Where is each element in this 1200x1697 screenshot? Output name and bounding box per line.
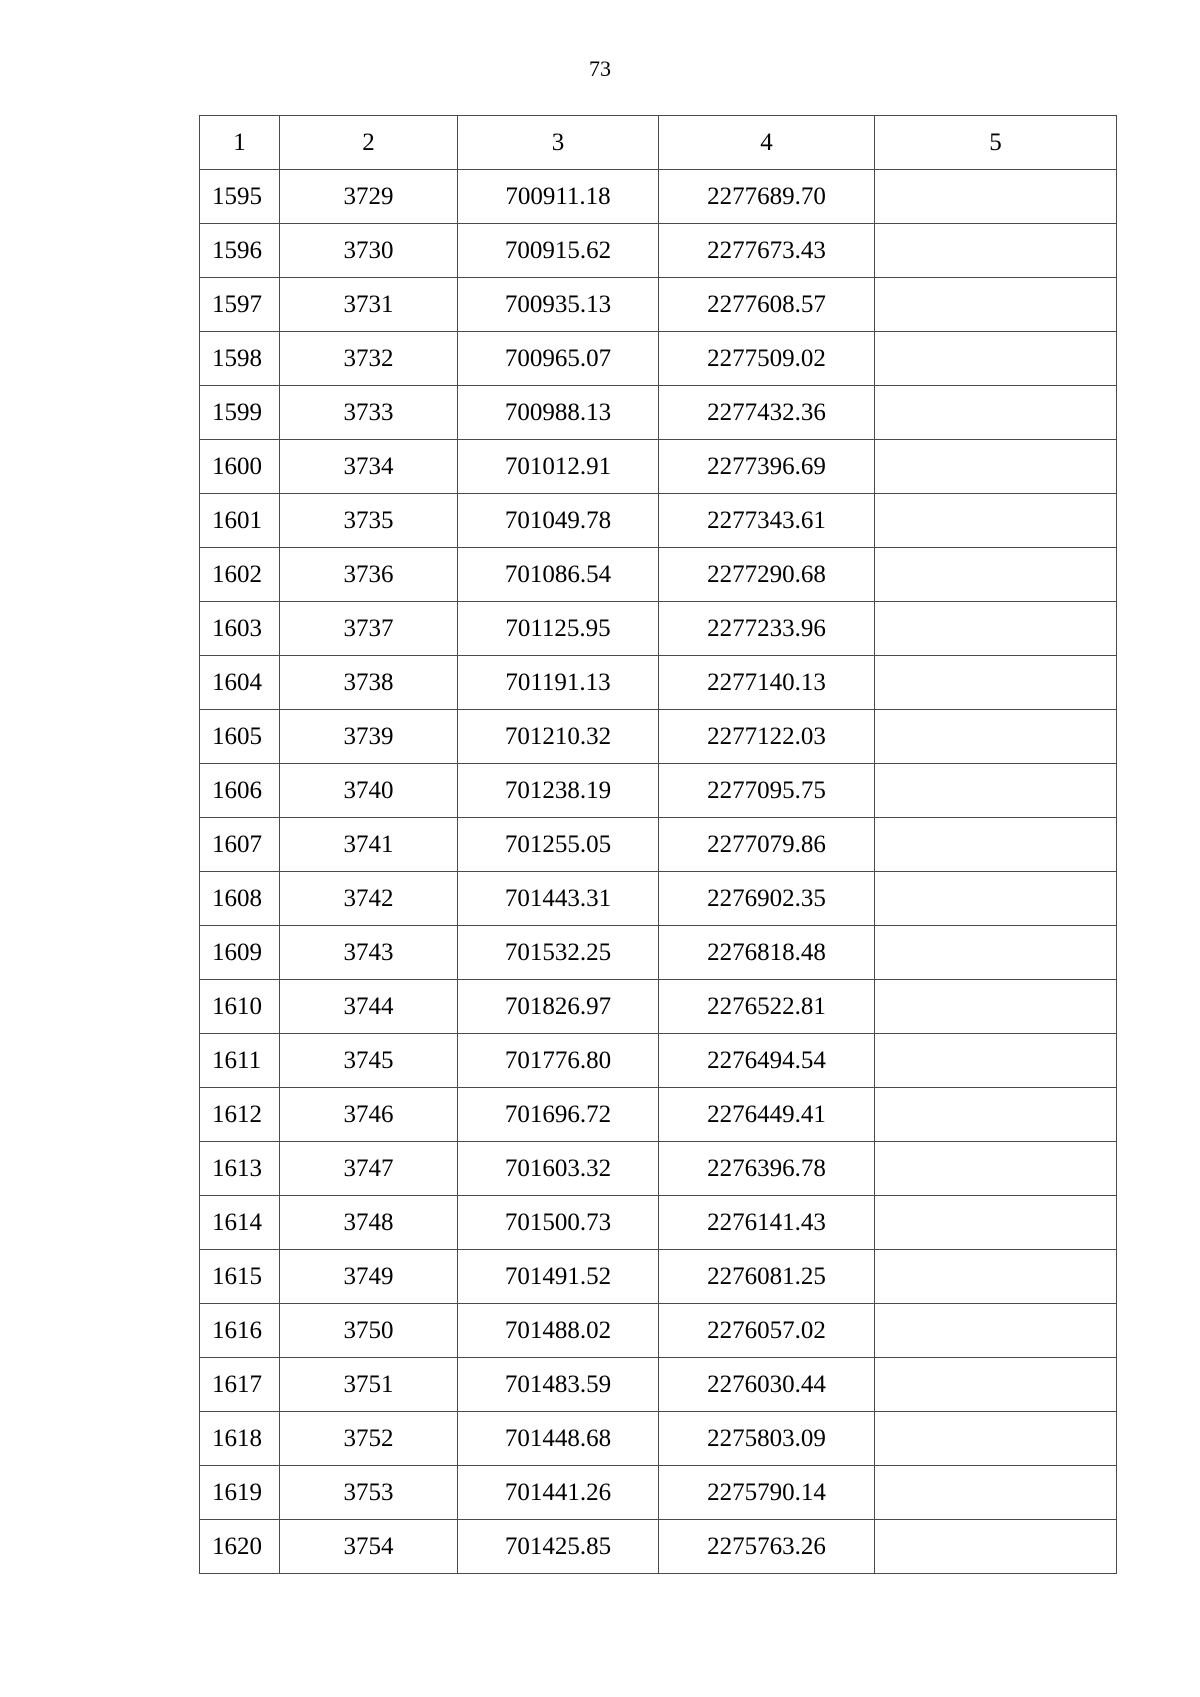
coordinates-table-body <box>200 116 1117 1574</box>
y-coordinate-cell: 2276141.43 <box>659 1196 875 1250</box>
note-cell <box>875 656 1117 710</box>
row-number-cell: 1603 <box>200 602 280 656</box>
row-number-cell: 1598 <box>200 332 280 386</box>
point-number-cell: 3743 <box>280 926 458 980</box>
y-coordinate-cell: 2275790.14 <box>659 1466 875 1520</box>
row-number-cell: 1601 <box>200 494 280 548</box>
point-number-cell: 3737 <box>280 602 458 656</box>
y-coordinate-cell: 2276057.02 <box>659 1304 875 1358</box>
y-coordinate-cell: 2276396.78 <box>659 1142 875 1196</box>
x-coordinate-cell: 701500.73 <box>458 1196 659 1250</box>
note-cell <box>875 1466 1117 1520</box>
x-coordinate-cell: 701488.02 <box>458 1304 659 1358</box>
x-coordinate-cell: 701255.05 <box>458 818 659 872</box>
note-cell <box>875 926 1117 980</box>
point-number-cell: 3753 <box>280 1466 458 1520</box>
y-coordinate-cell: 2277509.02 <box>659 332 875 386</box>
point-number-cell: 3744 <box>280 980 458 1034</box>
table-row <box>200 602 1117 656</box>
note-cell <box>875 1412 1117 1466</box>
table-row <box>200 1034 1117 1088</box>
row-number-cell: 1600 <box>200 440 280 494</box>
row-number-cell: 1596 <box>200 224 280 278</box>
x-coordinate-cell: 701125.95 <box>458 602 659 656</box>
y-coordinate-cell: 2276494.54 <box>659 1034 875 1088</box>
x-coordinate-cell: 700911.18 <box>458 170 659 224</box>
y-coordinate-cell: 2276030.44 <box>659 1358 875 1412</box>
row-number-cell: 1607 <box>200 818 280 872</box>
x-coordinate-cell: 701532.25 <box>458 926 659 980</box>
y-coordinate-cell: 2275803.09 <box>659 1412 875 1466</box>
row-number-cell: 1611 <box>200 1034 280 1088</box>
note-cell <box>875 710 1117 764</box>
point-number-cell: 3741 <box>280 818 458 872</box>
header-cell-2: 2 <box>280 116 458 170</box>
point-number-cell: 3742 <box>280 872 458 926</box>
y-coordinate-cell: 2276902.35 <box>659 872 875 926</box>
table-row <box>200 494 1117 548</box>
note-cell <box>875 494 1117 548</box>
point-number-cell: 3730 <box>280 224 458 278</box>
table-row <box>200 386 1117 440</box>
point-number-cell: 3733 <box>280 386 458 440</box>
table-row <box>200 170 1117 224</box>
y-coordinate-cell: 2276449.41 <box>659 1088 875 1142</box>
table-row <box>200 278 1117 332</box>
row-number-cell: 1602 <box>200 548 280 602</box>
note-cell <box>875 1358 1117 1412</box>
y-coordinate-cell: 2277140.13 <box>659 656 875 710</box>
note-cell <box>875 764 1117 818</box>
y-coordinate-cell: 2277095.75 <box>659 764 875 818</box>
note-cell <box>875 1250 1117 1304</box>
note-cell <box>875 602 1117 656</box>
y-coordinate-cell: 2277689.70 <box>659 170 875 224</box>
table-row <box>200 1358 1117 1412</box>
x-coordinate-cell: 701826.97 <box>458 980 659 1034</box>
note-cell <box>875 1034 1117 1088</box>
table-row <box>200 656 1117 710</box>
row-number-cell: 1595 <box>200 170 280 224</box>
x-coordinate-cell: 701448.68 <box>458 1412 659 1466</box>
table-row <box>200 818 1117 872</box>
x-coordinate-cell: 701443.31 <box>458 872 659 926</box>
y-coordinate-cell: 2276818.48 <box>659 926 875 980</box>
point-number-cell: 3745 <box>280 1034 458 1088</box>
row-number-cell: 1613 <box>200 1142 280 1196</box>
table-row <box>200 710 1117 764</box>
note-cell <box>875 1520 1117 1574</box>
x-coordinate-cell: 700965.07 <box>458 332 659 386</box>
point-number-cell: 3740 <box>280 764 458 818</box>
note-cell <box>875 980 1117 1034</box>
note-cell <box>875 386 1117 440</box>
row-number-cell: 1610 <box>200 980 280 1034</box>
row-number-cell: 1597 <box>200 278 280 332</box>
y-coordinate-cell: 2277396.69 <box>659 440 875 494</box>
table-row <box>200 224 1117 278</box>
row-number-cell: 1620 <box>200 1520 280 1574</box>
note-cell <box>875 548 1117 602</box>
x-coordinate-cell: 701491.52 <box>458 1250 659 1304</box>
header-cell-5: 5 <box>875 116 1117 170</box>
point-number-cell: 3749 <box>280 1250 458 1304</box>
table-row <box>200 1466 1117 1520</box>
table-row <box>200 1142 1117 1196</box>
y-coordinate-cell: 2276081.25 <box>659 1250 875 1304</box>
table-row <box>200 1412 1117 1466</box>
table-header-row <box>200 116 1117 170</box>
y-coordinate-cell: 2277432.36 <box>659 386 875 440</box>
point-number-cell: 3751 <box>280 1358 458 1412</box>
table-row <box>200 926 1117 980</box>
note-cell <box>875 818 1117 872</box>
row-number-cell: 1614 <box>200 1196 280 1250</box>
point-number-cell: 3736 <box>280 548 458 602</box>
point-number-cell: 3739 <box>280 710 458 764</box>
note-cell <box>875 1142 1117 1196</box>
row-number-cell: 1616 <box>200 1304 280 1358</box>
row-number-cell: 1608 <box>200 872 280 926</box>
x-coordinate-cell: 701086.54 <box>458 548 659 602</box>
row-number-cell: 1619 <box>200 1466 280 1520</box>
row-number-cell: 1609 <box>200 926 280 980</box>
row-number-cell: 1615 <box>200 1250 280 1304</box>
note-cell <box>875 170 1117 224</box>
point-number-cell: 3738 <box>280 656 458 710</box>
point-number-cell: 3729 <box>280 170 458 224</box>
row-number-cell: 1617 <box>200 1358 280 1412</box>
y-coordinate-cell: 2276522.81 <box>659 980 875 1034</box>
y-coordinate-cell: 2277608.57 <box>659 278 875 332</box>
y-coordinate-cell: 2277673.43 <box>659 224 875 278</box>
note-cell <box>875 224 1117 278</box>
table-row <box>200 1250 1117 1304</box>
table-row <box>200 1196 1117 1250</box>
y-coordinate-cell: 2277122.03 <box>659 710 875 764</box>
row-number-cell: 1618 <box>200 1412 280 1466</box>
point-number-cell: 3748 <box>280 1196 458 1250</box>
table-row <box>200 1520 1117 1574</box>
note-cell <box>875 1088 1117 1142</box>
row-number-cell: 1599 <box>200 386 280 440</box>
note-cell <box>875 1304 1117 1358</box>
y-coordinate-cell: 2277290.68 <box>659 548 875 602</box>
table-row <box>200 548 1117 602</box>
note-cell <box>875 872 1117 926</box>
x-coordinate-cell: 701603.32 <box>458 1142 659 1196</box>
x-coordinate-cell: 701696.72 <box>458 1088 659 1142</box>
x-coordinate-cell: 701210.32 <box>458 710 659 764</box>
point-number-cell: 3734 <box>280 440 458 494</box>
x-coordinate-cell: 701049.78 <box>458 494 659 548</box>
point-number-cell: 3746 <box>280 1088 458 1142</box>
y-coordinate-cell: 2277343.61 <box>659 494 875 548</box>
point-number-cell: 3731 <box>280 278 458 332</box>
table-row <box>200 980 1117 1034</box>
point-number-cell: 3752 <box>280 1412 458 1466</box>
row-number-cell: 1612 <box>200 1088 280 1142</box>
note-cell <box>875 278 1117 332</box>
row-number-cell: 1606 <box>200 764 280 818</box>
x-coordinate-cell: 701191.13 <box>458 656 659 710</box>
header-cell-1: 1 <box>200 116 280 170</box>
point-number-cell: 3732 <box>280 332 458 386</box>
x-coordinate-cell: 701483.59 <box>458 1358 659 1412</box>
y-coordinate-cell: 2277079.86 <box>659 818 875 872</box>
note-cell <box>875 1196 1117 1250</box>
row-number-cell: 1604 <box>200 656 280 710</box>
table-row <box>200 872 1117 926</box>
table-row <box>200 332 1117 386</box>
header-cell-4: 4 <box>659 116 875 170</box>
row-number-cell: 1605 <box>200 710 280 764</box>
x-coordinate-cell: 701776.80 <box>458 1034 659 1088</box>
x-coordinate-cell: 701425.85 <box>458 1520 659 1574</box>
coordinates-table <box>199 115 1117 1574</box>
table-row <box>200 1088 1117 1142</box>
note-cell <box>875 332 1117 386</box>
page-number: 73 <box>589 56 611 81</box>
y-coordinate-cell: 2277233.96 <box>659 602 875 656</box>
x-coordinate-cell: 701012.91 <box>458 440 659 494</box>
x-coordinate-cell: 701238.19 <box>458 764 659 818</box>
table-row <box>200 1304 1117 1358</box>
x-coordinate-cell: 700935.13 <box>458 278 659 332</box>
x-coordinate-cell: 700915.62 <box>458 224 659 278</box>
point-number-cell: 3750 <box>280 1304 458 1358</box>
point-number-cell: 3735 <box>280 494 458 548</box>
note-cell <box>875 440 1117 494</box>
y-coordinate-cell: 2275763.26 <box>659 1520 875 1574</box>
x-coordinate-cell: 700988.13 <box>458 386 659 440</box>
table-row <box>200 440 1117 494</box>
x-coordinate-cell: 701441.26 <box>458 1466 659 1520</box>
point-number-cell: 3754 <box>280 1520 458 1574</box>
table-row <box>200 764 1117 818</box>
header-cell-3: 3 <box>458 116 659 170</box>
point-number-cell: 3747 <box>280 1142 458 1196</box>
